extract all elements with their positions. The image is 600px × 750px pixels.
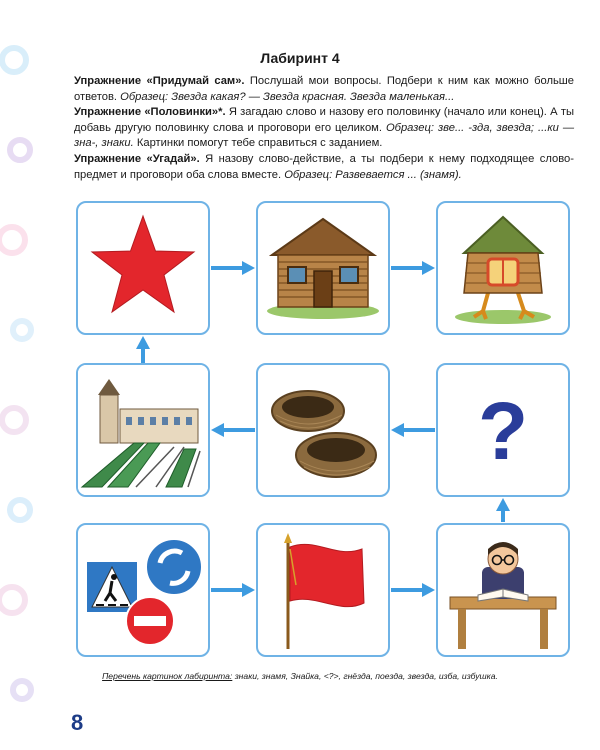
izbushka-chicken-legs-picture: [438, 203, 568, 333]
tile-star: [76, 201, 210, 335]
tile-road-signs: [76, 523, 210, 657]
arrow-right-flag-to-znayka: [391, 583, 435, 597]
tile-izbushka: [436, 201, 570, 335]
arrow-up-znayka-to-question: [496, 498, 510, 522]
two-nests-picture: [258, 365, 388, 495]
star-picture: [78, 203, 208, 333]
exercise-3-name: Упражнение «Угадай».: [74, 152, 200, 165]
tile-znayka: [436, 523, 570, 657]
tile-question: [436, 363, 570, 497]
log-hut-picture: [258, 203, 388, 333]
exercise-1-name: Упражнение «Придумай сам».: [74, 75, 245, 87]
exercise-1-text: Послушай мои вопросы. Подбери к ним как можно больше ответов.: [74, 75, 575, 103]
arrow-left-nests-to-trains: [211, 423, 255, 437]
znayka-reading-picture: [438, 525, 568, 655]
footnote-picture-list: [0, 671, 600, 681]
question-mark-picture: [438, 365, 568, 495]
exercise-3-example: Образец: Развевается ... (знамя).: [284, 168, 462, 181]
arrow-left-question-to-nests: [391, 423, 435, 437]
exercise-1-example: Образец: Звезда какая? — Звезда красная. Звезда маленькая...: [120, 90, 455, 103]
trains-at-station-picture: [78, 365, 208, 495]
footnote-label: Перечень картинок лабиринта:: [102, 671, 233, 681]
footnote-items: знаки, знамя, Знайка, <?>, гнёзда, поезда, звезда, изба, избушка.: [234, 671, 498, 681]
question-mark-glyph: ?: [477, 386, 529, 477]
exercise-2-name: Упражнение «Половинки»*.: [74, 106, 226, 119]
exercise-2-text-end: Картинки помогут тебе справиться с заданием.: [133, 137, 383, 150]
arrow-right-star-to-hut: [211, 261, 255, 275]
exercise-2-example: Образец: зве... -зда, звезда; ...ки — зна-, знаки.: [74, 121, 575, 150]
tile-log-hut: [256, 201, 390, 335]
page-number: 8: [71, 710, 84, 735]
tile-trains: [76, 363, 210, 497]
road-signs-picture: [78, 525, 208, 655]
exercise-3-text: Я назову слово-действие, а ты подбери к нему подходящее слово-предмет и проговори оба слова вместе.: [74, 152, 575, 181]
arrow-right-signs-to-flag: [211, 583, 255, 597]
tile-nests: [256, 363, 390, 497]
red-flag-picture: [258, 525, 388, 655]
tile-flag: [256, 523, 390, 657]
arrow-up-trains-to-star: [136, 336, 150, 364]
page-title: Лабиринт 4: [260, 50, 340, 66]
arrow-right-hut-to-izbushka: [391, 261, 435, 275]
exercise-2-text: Я загадаю слово и назову его половинку (начало или конец). А ты добавь другую половинку слова и проговори его целиком.: [74, 106, 574, 134]
